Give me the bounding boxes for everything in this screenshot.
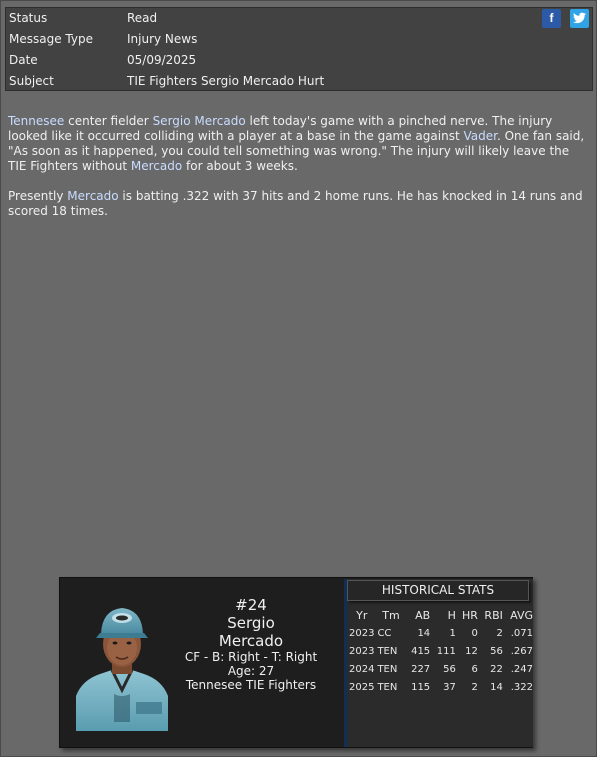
header-row-subject (6, 71, 592, 92)
subject-label: Subject (9, 74, 54, 88)
cell-h: 37 (443, 681, 456, 693)
table-row (347, 678, 536, 696)
cell-rbi: 2 (496, 627, 503, 639)
cell-tm: TEN (377, 663, 398, 675)
message-type-label: Message Type (9, 32, 93, 46)
date-value: 05/09/2025 (127, 53, 197, 67)
col-ab[interactable]: AB (415, 609, 431, 622)
cell-rbi: 56 (490, 645, 503, 657)
historical-stats-panel (344, 579, 533, 747)
cell-avg: .247 (510, 663, 533, 675)
historical-stats-table (347, 607, 536, 696)
article-paragraph-1 (8, 114, 586, 174)
message-header (5, 7, 593, 91)
cell-avg: .267 (510, 645, 533, 657)
col-yr[interactable]: Yr (356, 609, 368, 622)
cell-avg: .071 (510, 627, 533, 639)
player-info (180, 596, 322, 692)
article-text: left today's game with a pinched nerve. The injury looked like it occurred colliding with a player at a base in the game against (8, 114, 553, 143)
cell-yr: 2025 (349, 681, 375, 693)
article-text: . One fan said, "As soon as it happened, you could tell something was wrong." The injury will likely leave the TIE Fighters without (8, 129, 585, 173)
table-row (347, 642, 536, 660)
cell-ab: 14 (417, 627, 431, 639)
cell-tm: CC (377, 627, 392, 639)
cell-yr: 2023 (349, 645, 375, 657)
status-label: Status (9, 11, 48, 25)
cell-yr: 2023 (349, 627, 375, 639)
facebook-share-button[interactable] (542, 9, 561, 28)
table-row (347, 660, 536, 678)
col-avg[interactable]: AVG (510, 609, 533, 622)
article-text: Presently (8, 189, 68, 203)
cell-ab: 227 (411, 663, 431, 675)
col-tm[interactable]: Tm (382, 609, 400, 622)
cell-hr: 12 (465, 645, 478, 657)
cell-h: 1 (449, 627, 456, 639)
subject-value: TIE Fighters Sergio Mercado Hurt (127, 74, 325, 88)
cell-hr: 2 (471, 681, 478, 693)
cell-yr: 2024 (349, 663, 375, 675)
col-hr[interactable]: HR (461, 609, 478, 622)
player-photo[interactable] (76, 598, 168, 731)
cell-ab: 115 (411, 681, 431, 693)
message-type-value: Injury News (127, 32, 198, 46)
cell-h: 111 (436, 645, 456, 657)
cell-rbi: 14 (490, 681, 503, 693)
news-article (8, 114, 586, 234)
player-age: Age: 27 (227, 664, 275, 678)
player-card (59, 577, 533, 748)
article-text: is batting .322 with 37 hits and 2 home runs. He has knocked in 14 runs and scored 18 times. (8, 189, 583, 218)
cell-hr: 6 (471, 663, 478, 675)
article-link[interactable]: Sergio Mercado (152, 114, 246, 128)
cell-avg: .322 (510, 681, 533, 693)
col-h[interactable]: H (447, 609, 456, 622)
historical-stats-title: HISTORICAL STATS (347, 580, 529, 601)
header-row-date (6, 50, 592, 71)
facebook-icon: f (549, 11, 554, 25)
player-number: #24 (235, 596, 267, 614)
article-text: for about 3 weeks. (182, 159, 298, 173)
cell-hr: 0 (471, 627, 478, 639)
twitter-share-button[interactable] (570, 9, 589, 28)
article-text: center fielder (64, 114, 153, 128)
header-row-status (6, 8, 592, 29)
article-link[interactable]: Tennesee (8, 114, 65, 128)
cell-tm: TEN (377, 645, 398, 657)
cell-ab: 415 (411, 645, 431, 657)
article-paragraph-2 (8, 189, 586, 219)
col-rbi[interactable]: RBI (484, 609, 503, 622)
date-label: Date (9, 53, 38, 67)
table-row (347, 624, 536, 642)
player-last-name[interactable]: Mercado (218, 632, 284, 650)
twitter-icon (573, 12, 586, 24)
player-portrait-image (76, 598, 168, 731)
article-link[interactable]: Vader (463, 129, 497, 143)
stats-header-row (347, 607, 536, 624)
status-value: Read (127, 11, 158, 25)
header-row-message-type (6, 29, 592, 50)
cell-h: 56 (443, 663, 456, 675)
player-first-name[interactable]: Sergio (227, 614, 275, 632)
article-link[interactable]: Mercado (130, 159, 183, 173)
cell-rbi: 22 (490, 663, 503, 675)
article-link[interactable]: Mercado (67, 189, 119, 203)
cell-tm: TEN (377, 681, 398, 693)
player-team[interactable]: Tennesee TIE Fighters (185, 678, 317, 692)
player-position-bats-throws: CF - B: Right - T: Right (184, 650, 318, 664)
